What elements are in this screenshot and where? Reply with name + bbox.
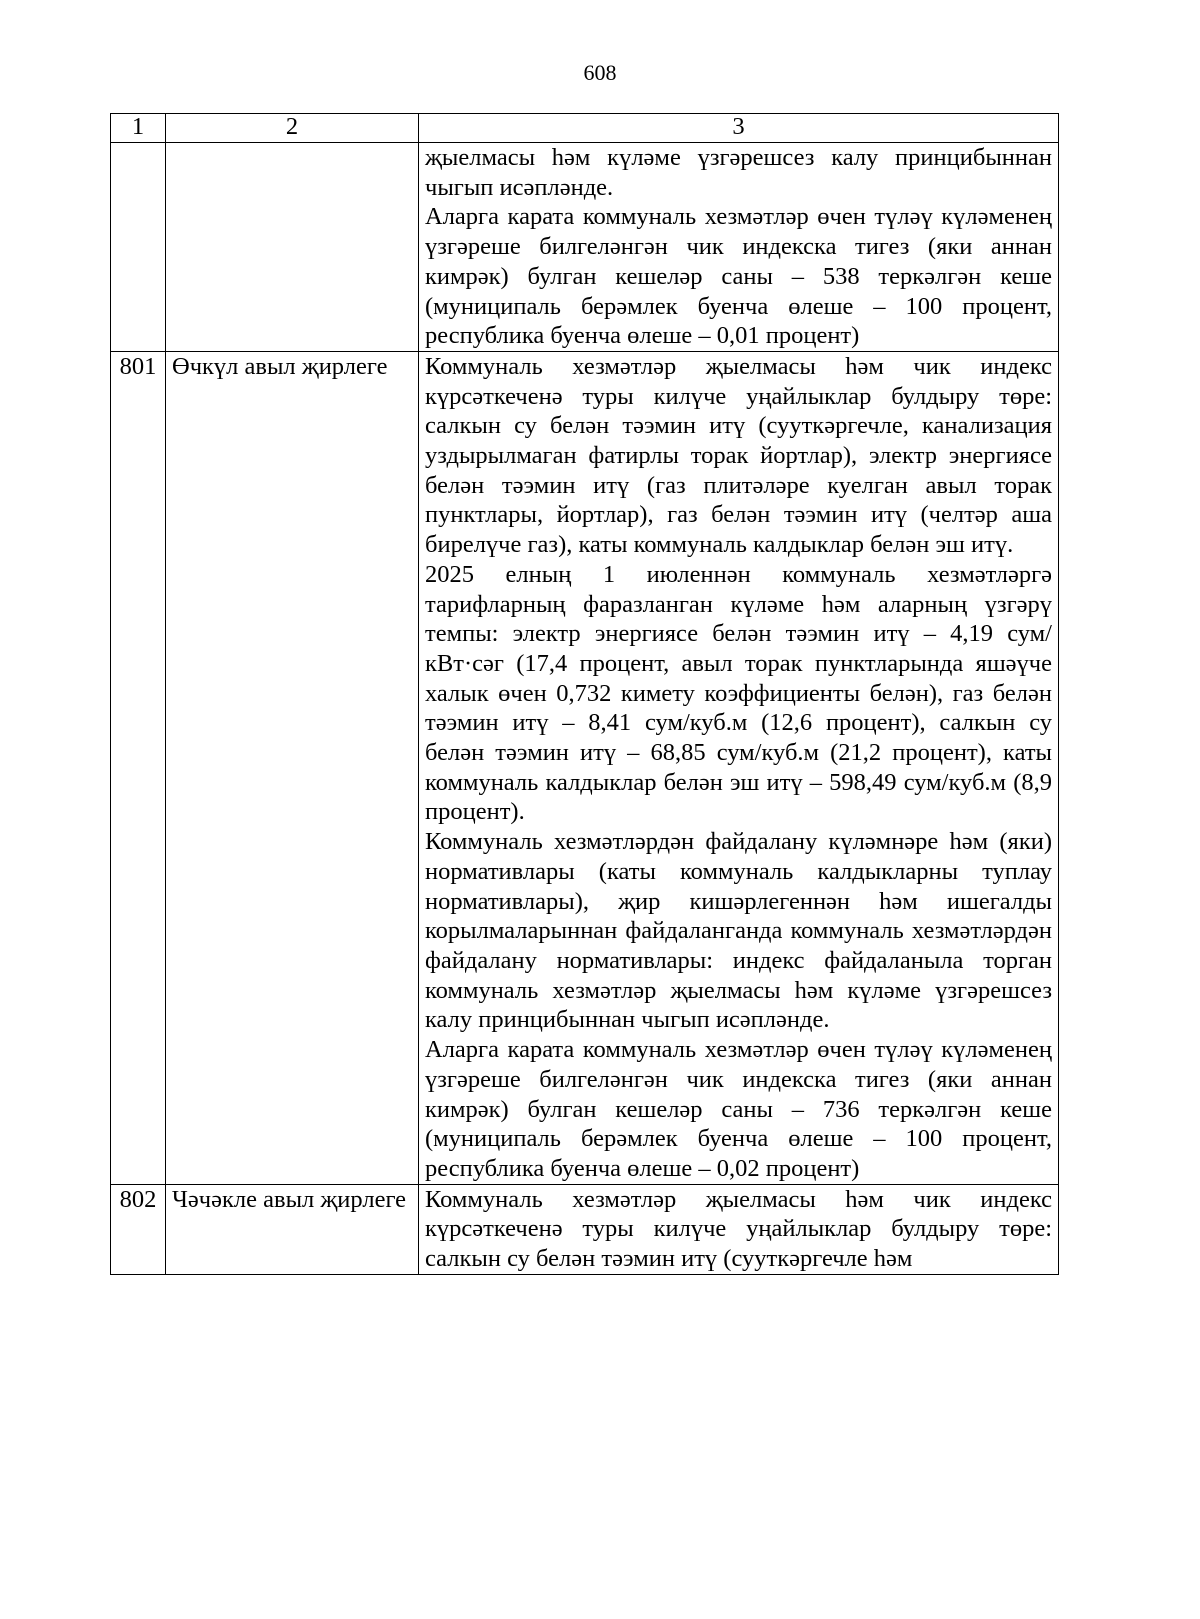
header-col-3: 3 <box>419 114 1059 143</box>
settlement-name: Чәчәкле авыл җирлеге <box>166 1184 419 1274</box>
paragraph: Аларга карата коммуналь хезмәтләр өчен түләү күләменең үзгәреше билгеләнгән чик индекска тигез (яки аннан кимрәк) булган кешеләр саны – 538 теркәлгән кеше (муниципаль берәмлек буенча өлеше – 100 процент, республика буенча өлеше – 0,01 процент) <box>425 203 1052 350</box>
paragraph: Коммуналь хезмәтләр җыелмасы һәм чик индекс күрсәткеченә туры килүче уңайлыклар булдыру төре: салкын су белән тәэмин итү (сууткәргечле һәм <box>425 1185 1052 1273</box>
table-row-801 <box>111 351 1059 1184</box>
row-description <box>419 143 1059 352</box>
paragraph: Аларга карата коммуналь хезмәтләр өчен түләү күләменең үзгәреше билгеләнгән чик индекска тигез (яки аннан кимрәк) булган кешеләр саны – 736 теркәлгән кеше (муниципаль берәмлек буенча өлеше – 100 процент, республика буенча өлеше – 0,02 процент) <box>425 1036 1052 1182</box>
page-number: 608 <box>583 60 617 85</box>
header-col-2: 2 <box>166 114 419 143</box>
settlement-name: Өчкүл авыл җирлеге <box>166 351 419 1184</box>
row-description <box>419 351 1059 1184</box>
paragraph: 2025 елның 1 июленнән коммуналь хезмәтләргә тарифларның фаразланган күләме һәм аларның үзгәрү темпы: электр энергиясе белән тәэмин итү – 4,19 сум/кВт·сәг (17,4 процент, авыл торак пунктларында яшәүче халык өчен 0,732 кимету коэффициенты белән), газ белән тәэмин итү – 8,41 сум/куб.м (12,6 процент), салкын су белән тәэмин итү – 68,85 сум/куб.м (21,2 процент), каты коммуналь калдыклар белән эш итү – 598,49 сум/куб.м (8,9 процент). <box>425 560 1052 826</box>
paragraph: Коммуналь хезмәтләрдән файдалану күләмнәре һәм (яки) нормативлары (каты коммуналь калдыкларны туплау нормативлары), җир кишәрлегеннән һәм ишегалды корылмаларыннан файдаланганда коммуналь хезмәтләрдән файдалану нормативлары: индекс файдаланыла торган коммуналь хезмәтләр җыелмасы һәм күләме үзгәрешсез калу принцибыннан чыгып исәпләнде. <box>425 828 1052 1034</box>
header-col-1: 1 <box>111 114 166 143</box>
table-row-continuation <box>111 143 1059 352</box>
row-description <box>419 1184 1059 1274</box>
table-header-row <box>111 114 1059 143</box>
row-number: 801 <box>111 351 166 1184</box>
paragraph: җыелмасы һәм күләме үзгәрешсез калу принцибыннан чыгып исәпләнде. <box>425 144 1052 201</box>
paragraph: Коммуналь хезмәтләр җыелмасы һәм чик индекс күрсәткеченә туры килүче уңайлыклар булдыру төре: салкын су белән тәэмин итү (сууткәргечле, канализация уздырылмаган фатирлы торак йортлар), электр энергиясе белән тәэмин итү (газ плитәләре куелган авыл торак пунктлары, йортлар), газ белән тәэмин итү (челтәр аша бирелүче газ), каты коммуналь калдыклар белән эш итү. <box>425 352 1052 559</box>
settlement-name <box>166 143 419 352</box>
document-table <box>110 113 1059 1275</box>
row-number: 802 <box>111 1184 166 1274</box>
row-number <box>111 143 166 352</box>
table-row-802 <box>111 1184 1059 1274</box>
